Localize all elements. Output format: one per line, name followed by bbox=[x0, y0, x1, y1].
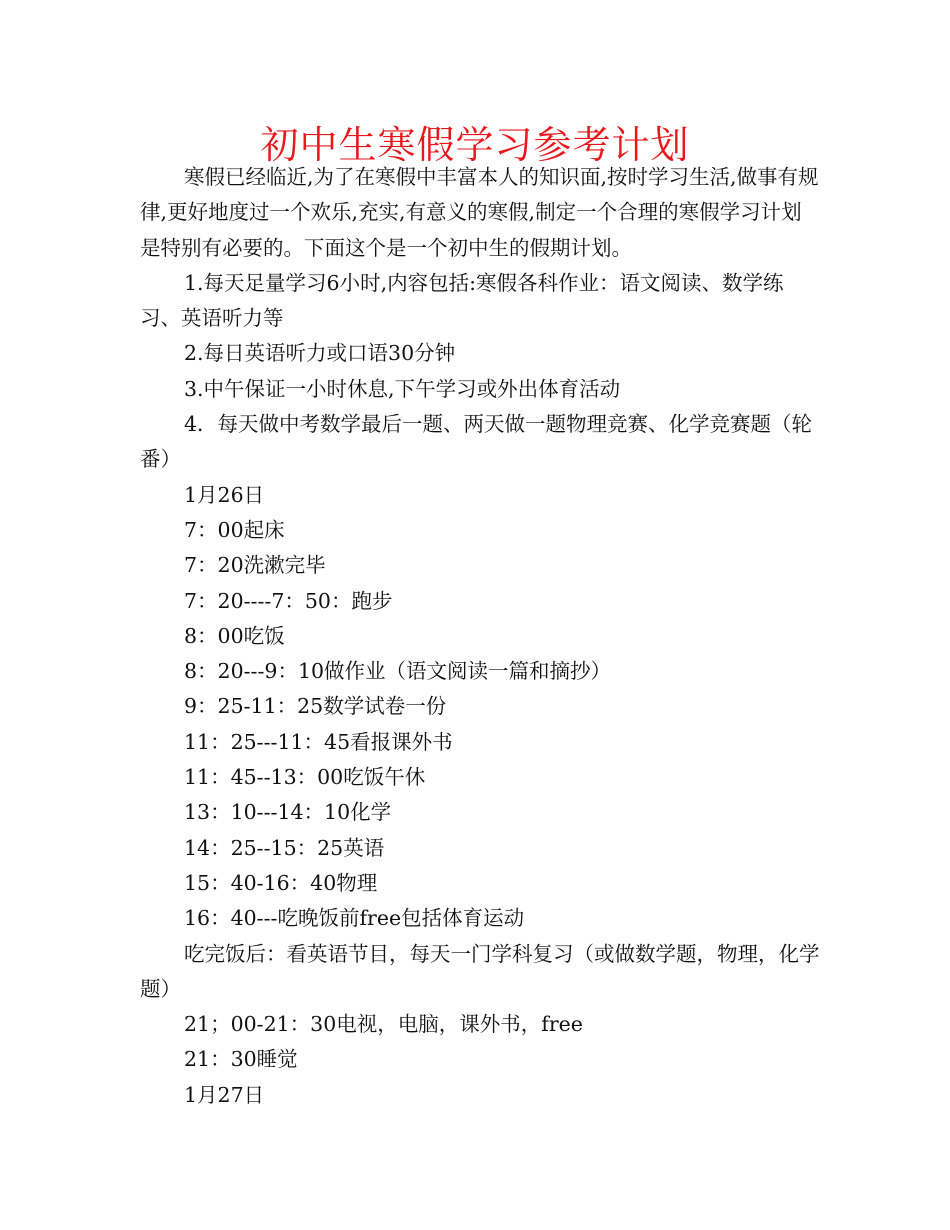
schedule-line: 8：00吃饭 bbox=[184, 623, 285, 648]
evening-note: 吃完饭后：看英语节目，每天一门学科复习（或做数学题，物理，化学题） bbox=[140, 941, 820, 1001]
schedule-line: 16：40---吃晚饭前free包括体育运动 bbox=[184, 906, 525, 931]
schedule-line: 11：25---11：45看报课外书 bbox=[184, 729, 453, 754]
schedule-line: 7：20洗漱完毕 bbox=[184, 553, 326, 578]
document-title: 初中生寒假学习参考计划 bbox=[260, 123, 690, 167]
schedule-line: 21：30睡觉 bbox=[184, 1047, 298, 1072]
schedule-line: 8：20---9：10做作业（语文阅读一篇和摘抄） bbox=[184, 659, 612, 684]
plan-item-3: 3.中午保证一小时休息,下午学习或外出体育活动 bbox=[184, 376, 621, 401]
schedule-line: 7：00起床 bbox=[184, 517, 285, 542]
plan-item-1: 1.每天足量学习6小时,内容包括:寒假各科作业：语文阅读、数学练习、英语听力等 bbox=[140, 270, 784, 331]
schedule-line: 11：45--13：00吃饭午休 bbox=[184, 765, 426, 790]
intro-paragraph: 寒假已经临近,为了在寒假中丰富本人的知识面,按时学习生活,做事有规律,更好地度过一个欢乐,充实,有意义的寒假,制定一个合理的寒假学习计划是特别有必要的。下面这个是一个初中生的假期计划。 bbox=[140, 165, 819, 260]
schedule-line: 13：10---14：10化学 bbox=[184, 800, 392, 825]
schedule-line: 15：40-16：40物理 bbox=[184, 870, 378, 895]
schedule-line: 9：25-11：25数学试卷一份 bbox=[184, 694, 447, 719]
schedule-line: 7：20----7：50：跑步 bbox=[184, 588, 393, 613]
date-heading: 1月26日 bbox=[184, 482, 265, 507]
date-heading: 1月27日 bbox=[184, 1082, 265, 1107]
schedule-line: 14：25--15：25英语 bbox=[184, 835, 385, 860]
document-body bbox=[140, 160, 820, 1113]
plan-item-4: 4．每天做中考数学最后一题、两天做一题物理竞赛、化学竞赛题（轮番） bbox=[140, 412, 813, 472]
schedule-line: 21；00-21：30电视，电脑，课外书，free bbox=[184, 1012, 583, 1037]
plan-item-2: 2.每日英语听力或口语30分钟 bbox=[184, 341, 456, 366]
